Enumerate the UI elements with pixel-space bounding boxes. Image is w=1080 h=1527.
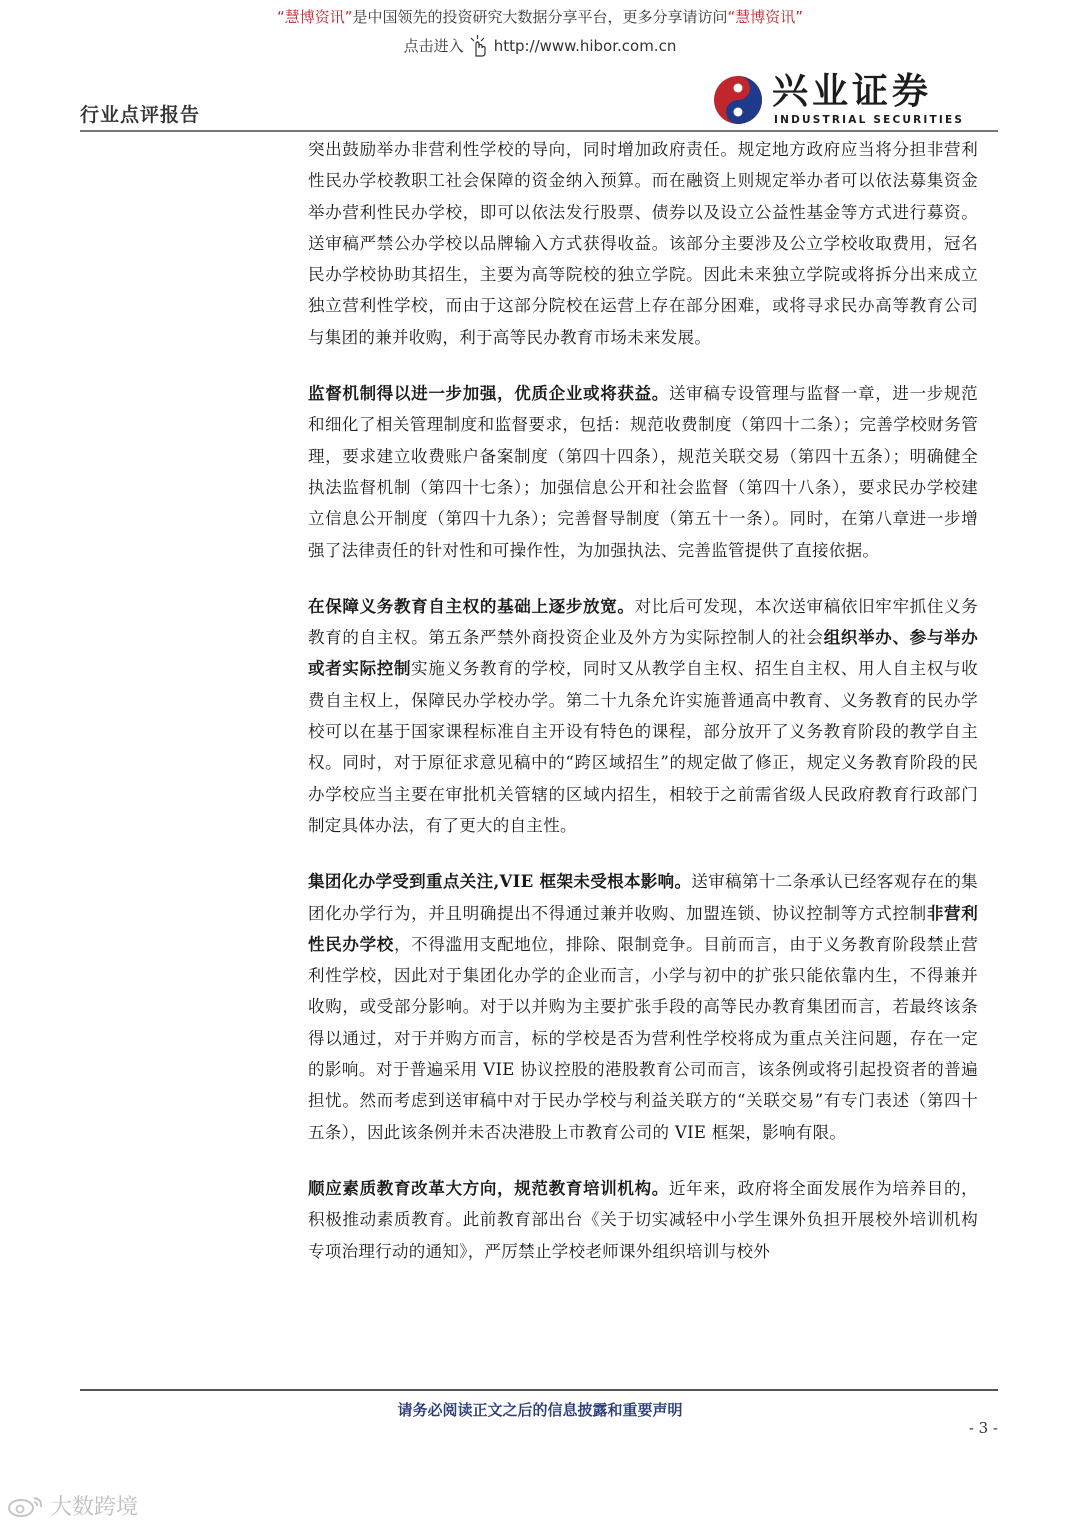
body-content <box>308 134 978 1267</box>
brand-name-end: “慧博资讯” <box>727 8 804 26</box>
banner-line-1 <box>0 6 1080 28</box>
paragraph-text: 送审稿专设管理与监督一章，进一步规范和细化了相关管理制度和监督要求，包括：规范收费制度（第四十二条）；完善学校财务管理，要求建立收费账户备案制度（第四十四条），规范关联交易（第四十五条）；明确健全执法监督机制（第四十七条）；加强信息公开和社会监督（第四十八条），要求民办学校建立信息公开制度（第四十九条）；完善督导制度（第五十一条）。同时，在第八章进一步增强了法律责任的针对性和可操作性，为加强执法、完善监管提供了直接依据。 <box>308 384 978 560</box>
paragraph-text: 突出鼓励举办非营利性学校的导向，同时增加政府责任。规定地方政府应当将分担非营利性民办学校教职工社会保障的资金纳入预算。而在融资上则规定举办者可以依法募集资金举办营利性民办学校，即可以依法发行股票、债券以及设立公益性基金等方式进行募资。送审稿严禁公办学校以品牌输入方式获得收益。该部分主要涉及公立学校收取费用，冠名民办学校协助其招生，主要为高等院校的独立学院。因此未来独立学院或将拆分出来成立独立营利性学校，而由于这部分院校在运营上存在部分困难，或将寻求民办高等教育公司与集团的兼并收购，利于高等民办教育市场未来发展。 <box>308 140 978 347</box>
site-link[interactable]: http://www.hibor.com.cn <box>493 37 677 55</box>
paragraph-text: 近年来，政府将全面发展作为培养目的，积极推动素质教育。此前教育部出台《关于切实减轻中小学生课外负担开展校外培训机构专项治理行动的通知》，严厉禁止学校老师课外组织培训与校外 <box>308 1178 978 1261</box>
paragraph-text: 对比后可发现，本次送审稿依旧牢牢抓住义务教育的自主权。第五条严禁外商投资企业及外方为实际控制人的社会 <box>308 596 979 648</box>
paragraph-bold-text: 集团化办学受到重点关注,VIE 框架未受根本影响。 <box>308 872 692 892</box>
body-paragraph <box>308 866 978 1148</box>
paragraph-bold-text: 监督机制得以进一步加强，优质企业或将获益。 <box>308 384 669 404</box>
paragraph-bold-text: 顺应素质教育改革大方向，规范教育培训机构。 <box>308 1178 669 1198</box>
banner-text: 是中国领先的投资研究大数据分享平台，更多分享请访问 <box>352 8 728 26</box>
company-logo <box>712 72 992 128</box>
footer-divider <box>80 1389 998 1391</box>
logo-english-name: INDUSTRIAL SECURITIES <box>774 114 965 126</box>
paragraph-text: 实施义务教育的学校，同时又从教学自主权、招生自主权、用人自主权与收费自主权上，保障民办学校办学。第二十九条允许实施普通高中教育、义务教育的民办学校可以在基于国家课程标准自主开设有特色的课程，部分放开了义务教育阶段的教学自主权。同时，对于原征求意见稿中的“跨区域招生”的规定做了修正，规定义务教育阶段的民办学校应当主要在审批机关管辖的区域内招生，相较于之前需省级人民政府教育行政部门制定具体办法，有了更大的自主性。 <box>308 659 978 835</box>
click-text: 点击进入 <box>403 37 464 55</box>
paragraph-text: ，不得滥用支配地位，排除、限制竞争。目前而言，由于义务教育阶段禁止营利性学校，因此对于集团化办学的企业而言，小学与初中的扩张只能依靠内生，不得兼并收购，或受部分影响。对于以并购为主要扩张手段的高等民办教育集团而言，若最终该条得以通过，对于并购方而言，标的学校是否为营利性学校将成为重点关注问题，存在一定的影响。对于普遍采用 VIE 协议控股的港股教育公司而言，该条例或将引起投资者的普遍担忧。然而考虑到送审稿中对于民办学校与利益关联方的“关联交易”有专门表述（第四十五条），因此该条例并未否决港股上市教育公司的 VIE 框架，影响有限。 <box>308 934 979 1142</box>
page-number: - 3 - <box>968 1419 998 1437</box>
weibo-logo-icon <box>6 1494 46 1518</box>
body-paragraph <box>308 1173 978 1267</box>
body-paragraph <box>308 134 978 353</box>
watermark-text: 大数跨境 <box>50 1495 139 1520</box>
body-paragraph <box>308 591 978 841</box>
paragraph-bold-text: 在保障义务教育自主权的基础上逐步放宽。 <box>308 596 635 616</box>
brand-name: “慧博资讯” <box>276 8 353 26</box>
header-divider <box>80 130 998 132</box>
report-type-label: 行业点评报告 <box>80 104 201 126</box>
disclaimer-text[interactable]: 请务必阅读正文之后的信息披露和重要声明 <box>397 1401 683 1419</box>
hand-pointer-icon <box>468 34 490 58</box>
top-banner <box>0 6 1080 58</box>
logo-chinese-name: 兴业证券 <box>772 71 933 112</box>
paragraph-bold-text: 组织举办、参与举办或者实际控制 <box>308 628 979 679</box>
body-paragraph <box>308 378 978 566</box>
paragraph-bold-text: 非营利性民办学校 <box>308 903 978 954</box>
logo-emblem-icon <box>712 74 764 126</box>
watermark <box>6 1490 138 1521</box>
banner-line-2 <box>0 34 1080 58</box>
paragraph-text: 送审稿第十二条承认已经客观存在的集团化办学行为，并且明确提出不得通过兼并收购、加盟连锁、协议控制等方式控制 <box>308 872 978 923</box>
